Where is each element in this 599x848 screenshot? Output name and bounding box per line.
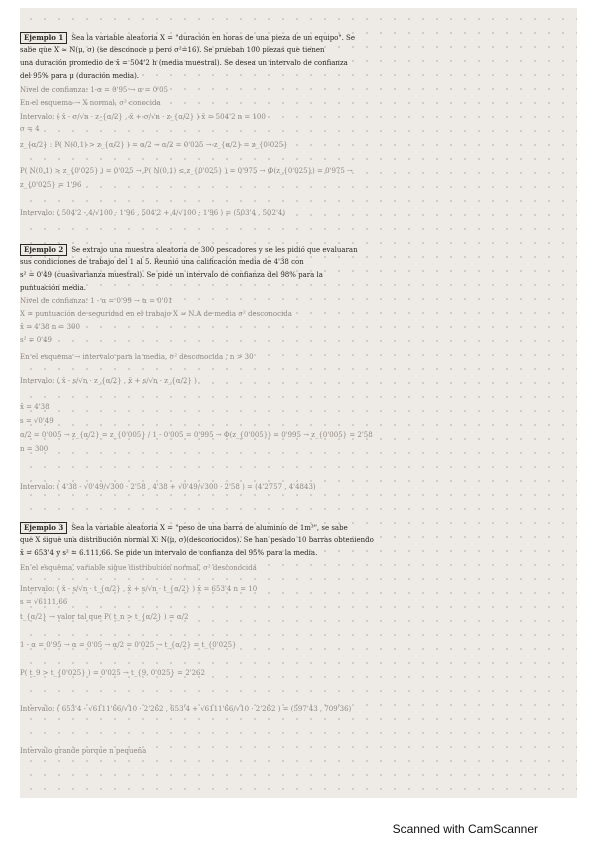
ejemplo-2-line-11: x̄ = 4'38 [20, 403, 50, 411]
ejemplo-1-line-9: z_{α/2} : P( N(0,1) > z_{α/2} ) = α/2 → α/2 = 0'025 → z_{α/2} = z_{0'025} [20, 141, 288, 149]
ejemplo-2-line-8: s² = 0'49 [20, 336, 52, 344]
scanner-watermark: Scanned with CamScanner [392, 822, 538, 836]
ejemplo-3-line-6: s = √6111,66 [20, 598, 68, 606]
ejemplo-3-line-4: En el esquema, variable sigue distribución normal, σ² desconocida [20, 564, 257, 572]
ejemplo-2-line-1: Ejemplo 2 Se extrajo una muestra aleatoria de 300 pescadores y se les pidió que evaluaran [20, 244, 568, 256]
ejemplo-3-line-11: Intervalo grande porque n pequeña [20, 747, 147, 755]
ejemplo-1-line-7: Intervalo: ( x̄ - σ/√n · z_{α/2} , x̄ + σ/√n · z_{α/2} ) x̄ = 504'2 n = 100 [20, 113, 266, 121]
ejemplo-2-line-4: puntuación media. [20, 284, 86, 292]
ejemplo-3-line-3: x̄ = 653'4 y s² = 6.111,66. Se pide un intervalo de confianza del 95% para la media. [20, 549, 318, 557]
ejemplo-2-line-9: En el esquema → intervalo para la media, σ² desconocida , n > 30 [20, 353, 254, 361]
ejemplo-2-line-5: Nivel de confianza: 1 - α = 0'99 → α = 0'01 [20, 297, 173, 305]
ejemplo-1-title: Ejemplo 1 [20, 32, 67, 44]
ejemplo-1-line-11: z_{0'025} = 1'96 [20, 181, 82, 189]
ejemplo-2-line-15: Intervalo: ( 4'38 - √0'49/√300 · 2'58 , 4'38 + √0'49/√300 · 2'58 ) = (4'2757 , 4'4843) [20, 483, 316, 491]
ejemplo-3-line-8: 1 - α = 0'95 → α = 0'05 → α/2 = 0'025 → t_{α/2} = t_{0'025} [20, 641, 237, 649]
ejemplo-1-line-3: una duración promedio de x̄ = 504'2 h (media muestral). Se desea un intervalo de confianza [20, 59, 348, 67]
ejemplo-2-line-14: n = 300 [20, 445, 49, 453]
ejemplo-1-line-12: Intervalo: ( 504'2 - 4/√100 · 1'96 , 504'2 + 4/√100 · 1'96 ) = (503'4 , 502'4) [20, 209, 286, 217]
ejemplo-3-line-2: que X sigue una distribución normal X: N(μ, σ)(desconocidos). Se han pesado 10 barras obteniendo [20, 536, 374, 544]
ejemplo-1-line-10: P( N(0,1) > z_{0'025} ) = 0'025 → P( N(0,1) ≤ z_{0'025} ) = 0'975 → Φ(z_{0'025}) = 0'975 → [20, 167, 353, 175]
ejemplo-3-line-1: Ejemplo 3 Sea la variable aleatoria X = "peso de una barra de aluminio de 1m³", se sabe [20, 522, 568, 534]
notebook-page [20, 8, 577, 798]
ejemplo-2-line-7: x̄ = 4'38 n = 300 [20, 323, 80, 331]
ejemplo-3-line-10: Intervalo: ( 653'4 - √6111'66/√10 · 2'262 , 653'4 + √6111'66/√10 · 2'262 ) = (597'43 , 709'36) [20, 705, 352, 713]
ejemplo-1-line-1: Ejemplo 1 Sea la variable aleatoria X = "duración en horas de una pieza de un equipo". Se [20, 32, 568, 44]
ejemplo-1-line-8: σ = 4 [20, 125, 40, 133]
ejemplo-1-line-6: En el esquema → X normal, σ² conocida [20, 99, 161, 107]
ejemplo-3-line-7: t_{α/2} → valor tal que P( t_n > t_{α/2} ) = α/2 [20, 613, 189, 621]
ejemplo-3-title: Ejemplo 3 [20, 522, 67, 534]
ejemplo-2-line-10: Intervalo: ( x̄ - s/√n · z_{α/2} , x̄ + s/√n · z_{α/2} ) [20, 377, 197, 385]
ejemplo-2-line-6: X = puntuación de seguridad en el trabajo X ≈ N.A de media σ² desconocida [20, 310, 292, 318]
ejemplo-2-line-3: s² = 0'49 (cuasivarianza muestral). Se pide un intervalo de confianza del 98% para la [20, 271, 323, 279]
ejemplo-2-line-12: s = √0'49 [20, 417, 54, 425]
ejemplo-1-line-2: sabe que X ≈ N(μ, σ) (se desconoce μ pero σ²=16). Se prueban 100 piezas que tienen [20, 46, 325, 54]
ejemplo-1-line-5: Nivel de confianza: 1-α = 0'95 → α = 0'05 [20, 86, 169, 94]
ejemplo-2-title: Ejemplo 2 [20, 244, 67, 256]
ejemplo-2-line-13: α/2 = 0'005 → z_{α/2} = z_{0'005} / 1 - 0'005 = 0'995 → Φ(z_{0'005}) = 0'995 → z_{0'005} = 2'58 [20, 431, 373, 439]
ejemplo-3-line-9: P( t_9 > t_{0'025} ) = 0'025 → t_{9, 0'025} = 2'262 [20, 669, 205, 677]
ejemplo-1-line-4: del 95% para μ (duración media). [20, 72, 140, 80]
ejemplo-3-line-5: Intervalo: ( x̄ - s/√n · t_{α/2} , x̄ + s/√n · t_{α/2} ) x̄ = 653'4 n = 10 [20, 585, 258, 593]
ejemplo-2-line-2: sus condiciones de trabajo del 1 al 5. Reunió una calificación media de 4'38 con [20, 258, 304, 266]
